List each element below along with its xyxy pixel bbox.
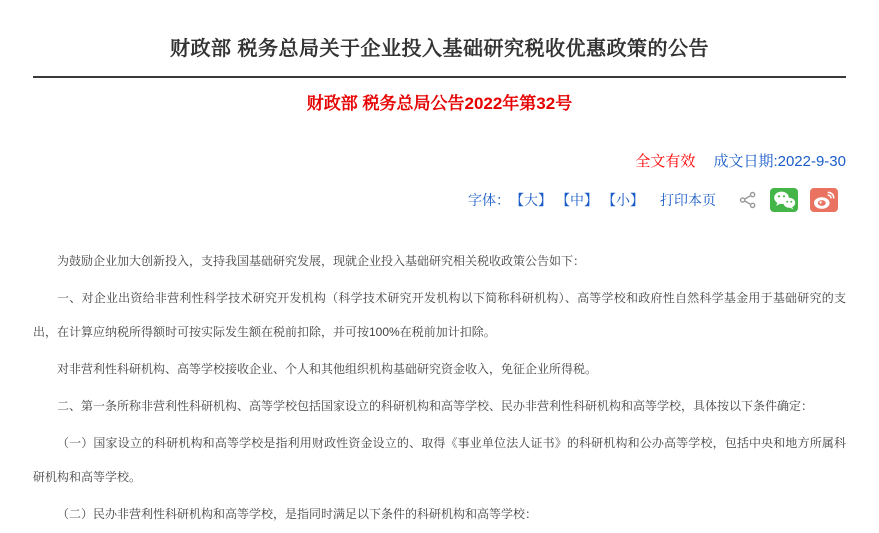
article-paragraph: （二）民办非营利性科研机构和高等学校，是指同时满足以下条件的科研机构和高等学校：: [57, 507, 538, 521]
page-title: 财政部 税务总局关于企业投入基础研究税收优惠政策的公告: [169, 38, 710, 60]
font-size-controls: [468, 190, 716, 210]
doc-number: 财政部 税务总局公告2022年第32号: [306, 94, 573, 113]
toolbar: [33, 188, 846, 212]
weibo-icon[interactable]: [810, 188, 838, 212]
article-paragraph: （一）国家设立的科研机构和高等学校是指利用财政性资金设立的、取得《事业单位法人证书》的科研机构和公办高等学校，包括中央和地方所属科研机构和高等学校。: [33, 436, 846, 484]
font-size-large-button[interactable]: 【大】: [510, 192, 552, 208]
meta-row: [33, 151, 846, 172]
wechat-icon[interactable]: [770, 188, 798, 212]
status-badge: 全文有效: [635, 153, 696, 170]
article-body: [33, 244, 846, 531]
font-size-medium-button[interactable]: 【中】: [556, 192, 598, 208]
print-page-button[interactable]: 打印本页: [660, 192, 716, 208]
share-icon[interactable]: [738, 190, 758, 210]
font-size-label: 字体：: [468, 192, 510, 208]
font-size-small-button[interactable]: 【小】: [602, 192, 644, 208]
article-paragraph: 为鼓励企业加大创新投入，支持我国基础研究发展，现就企业投入基础研究相关税收政策公告如下：: [57, 254, 586, 268]
article-paragraph: 二、第一条所称非营利性科研机构、高等学校包括国家设立的科研机构和高等学校、民办非营利性科研机构和高等学校，具体按以下条件确定：: [57, 399, 814, 413]
article-paragraph: 一、对企业出资给非营利性科学技术研究开发机构（科学技术研究开发机构以下简称科研机构）、高等学校和政府性自然科学基金用于基础研究的支出，在计算应纳税所得额时可按实际发生额在税前扣除，并可按100%在税前加计扣除。: [33, 291, 846, 339]
article-paragraph: 对非营利性科研机构、高等学校接收企业、个人和其他组织机构基础研究资金收入，免征企业所得税。: [57, 362, 598, 376]
issue-date: 成文日期:2022-9-30: [713, 153, 846, 170]
share-icon-group: [738, 188, 838, 212]
title-divider: [33, 76, 846, 78]
